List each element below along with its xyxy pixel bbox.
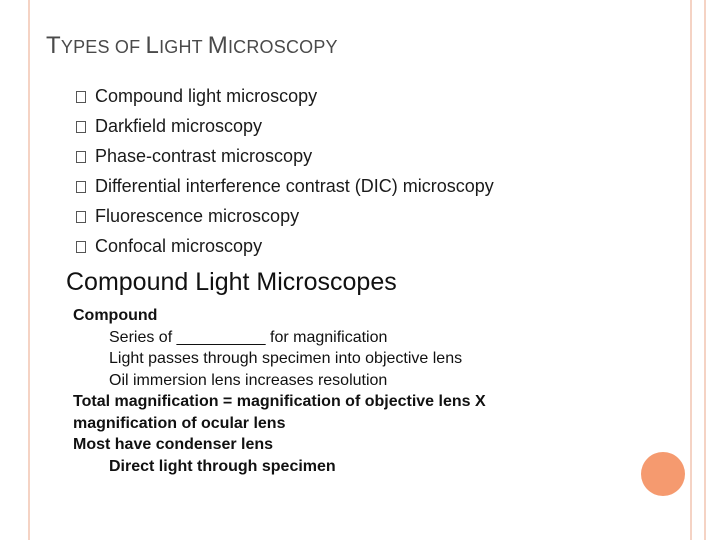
list-item — [76, 234, 494, 264]
title-part: ICROSCOPY — [227, 37, 338, 57]
list-item — [76, 174, 494, 204]
list-item-label: Differential interference contrast (DIC) microscopy — [95, 176, 494, 196]
title-part: IGHT — [159, 37, 208, 57]
list-item-label: Compound light microscopy — [95, 86, 318, 106]
body-line-light-passes: Light passes through specimen into objective lens — [109, 350, 463, 367]
body-line-series: Series of __________ for magnification — [109, 328, 388, 346]
list-item — [76, 144, 494, 174]
list-item-label: Confocal microscopy — [95, 236, 263, 256]
title-part: T — [46, 32, 61, 59]
section-body — [73, 305, 486, 477]
list-item-label: Fluorescence microscopy — [95, 206, 300, 226]
list-item — [76, 204, 494, 234]
square-box-icon — [76, 121, 86, 133]
decorative-rail — [704, 0, 706, 540]
list-item — [76, 84, 494, 114]
square-box-icon — [76, 151, 86, 163]
square-box-icon — [76, 91, 86, 103]
decorative-circle — [641, 452, 685, 496]
slide-title — [46, 32, 338, 60]
body-line-total-2: magnification of ocular lens — [73, 414, 286, 432]
body-line-total-1: Total magnification = magnification of objective lens X — [73, 393, 486, 410]
list-item-label: Darkfield microscopy — [95, 116, 263, 136]
title-part: YPES OF — [60, 37, 146, 57]
square-box-icon — [76, 181, 86, 193]
body-line-condenser: Most have condenser lens — [73, 436, 274, 453]
list-item-label: Phase-contrast microscopy — [95, 146, 313, 166]
body-line-oil: Oil immersion lens increases resolution — [109, 371, 388, 389]
square-box-icon — [76, 241, 86, 253]
square-box-icon — [76, 211, 86, 223]
body-line-compound: Compound — [73, 307, 158, 324]
microscopy-type-list — [76, 84, 494, 264]
title-part: L — [145, 32, 160, 59]
body-line-direct: Direct light through specimen — [109, 457, 336, 475]
list-item — [76, 114, 494, 144]
section-heading: Compound Light Microscopes — [66, 268, 397, 296]
title-part: M — [207, 32, 228, 59]
